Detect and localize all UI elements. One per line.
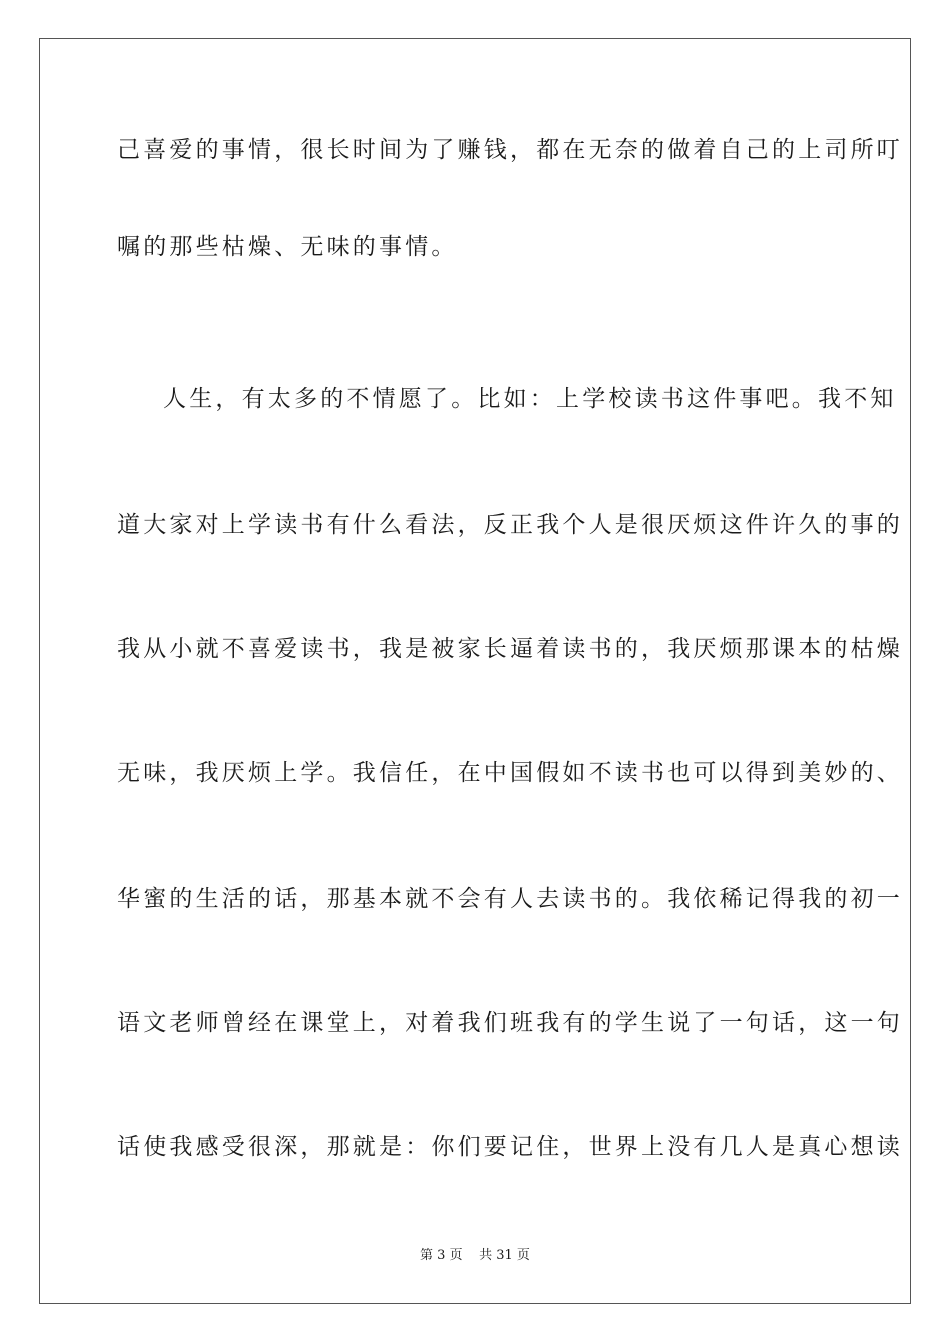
text-line: 己喜爱的事情，很长时间为了赚钱，都在无奈的做着自己的上司所叮 — [117, 137, 903, 163]
text-line: 道大家对上学读书有什么看法，反正我个人是很厌烦这件许久的事的 — [117, 512, 903, 538]
text-line: 无味，我厌烦上学。我信任，在中国假如不读书也可以得到美妙的、 — [117, 760, 903, 786]
text-line: 话使我感受很深，那就是：你们要记住，世界上没有几人是真心想读 — [117, 1134, 903, 1160]
text-line: 我从小就不喜爱读书，我是被家长逼着读书的，我厌烦那课本的枯燥 — [117, 636, 903, 662]
paragraph-start-line: 人生，有太多的不情愿了。比如：上学校读书这件事吧。我不知 — [163, 386, 897, 412]
page-footer — [0, 1247, 950, 1265]
text-line: 华蜜的生活的话，那基本就不会有人去读书的。我依稀记得我的初一 — [117, 886, 903, 912]
page-border — [39, 38, 911, 1304]
page-number: 第 3 页 — [420, 1248, 463, 1263]
text-line: 嘱的那些枯燥、无味的事情。 — [117, 234, 458, 260]
text-line: 语文老师曾经在课堂上，对着我们班我有的学生说了一句话，这一句 — [117, 1010, 903, 1036]
page-total: 共 31 页 — [479, 1248, 530, 1263]
